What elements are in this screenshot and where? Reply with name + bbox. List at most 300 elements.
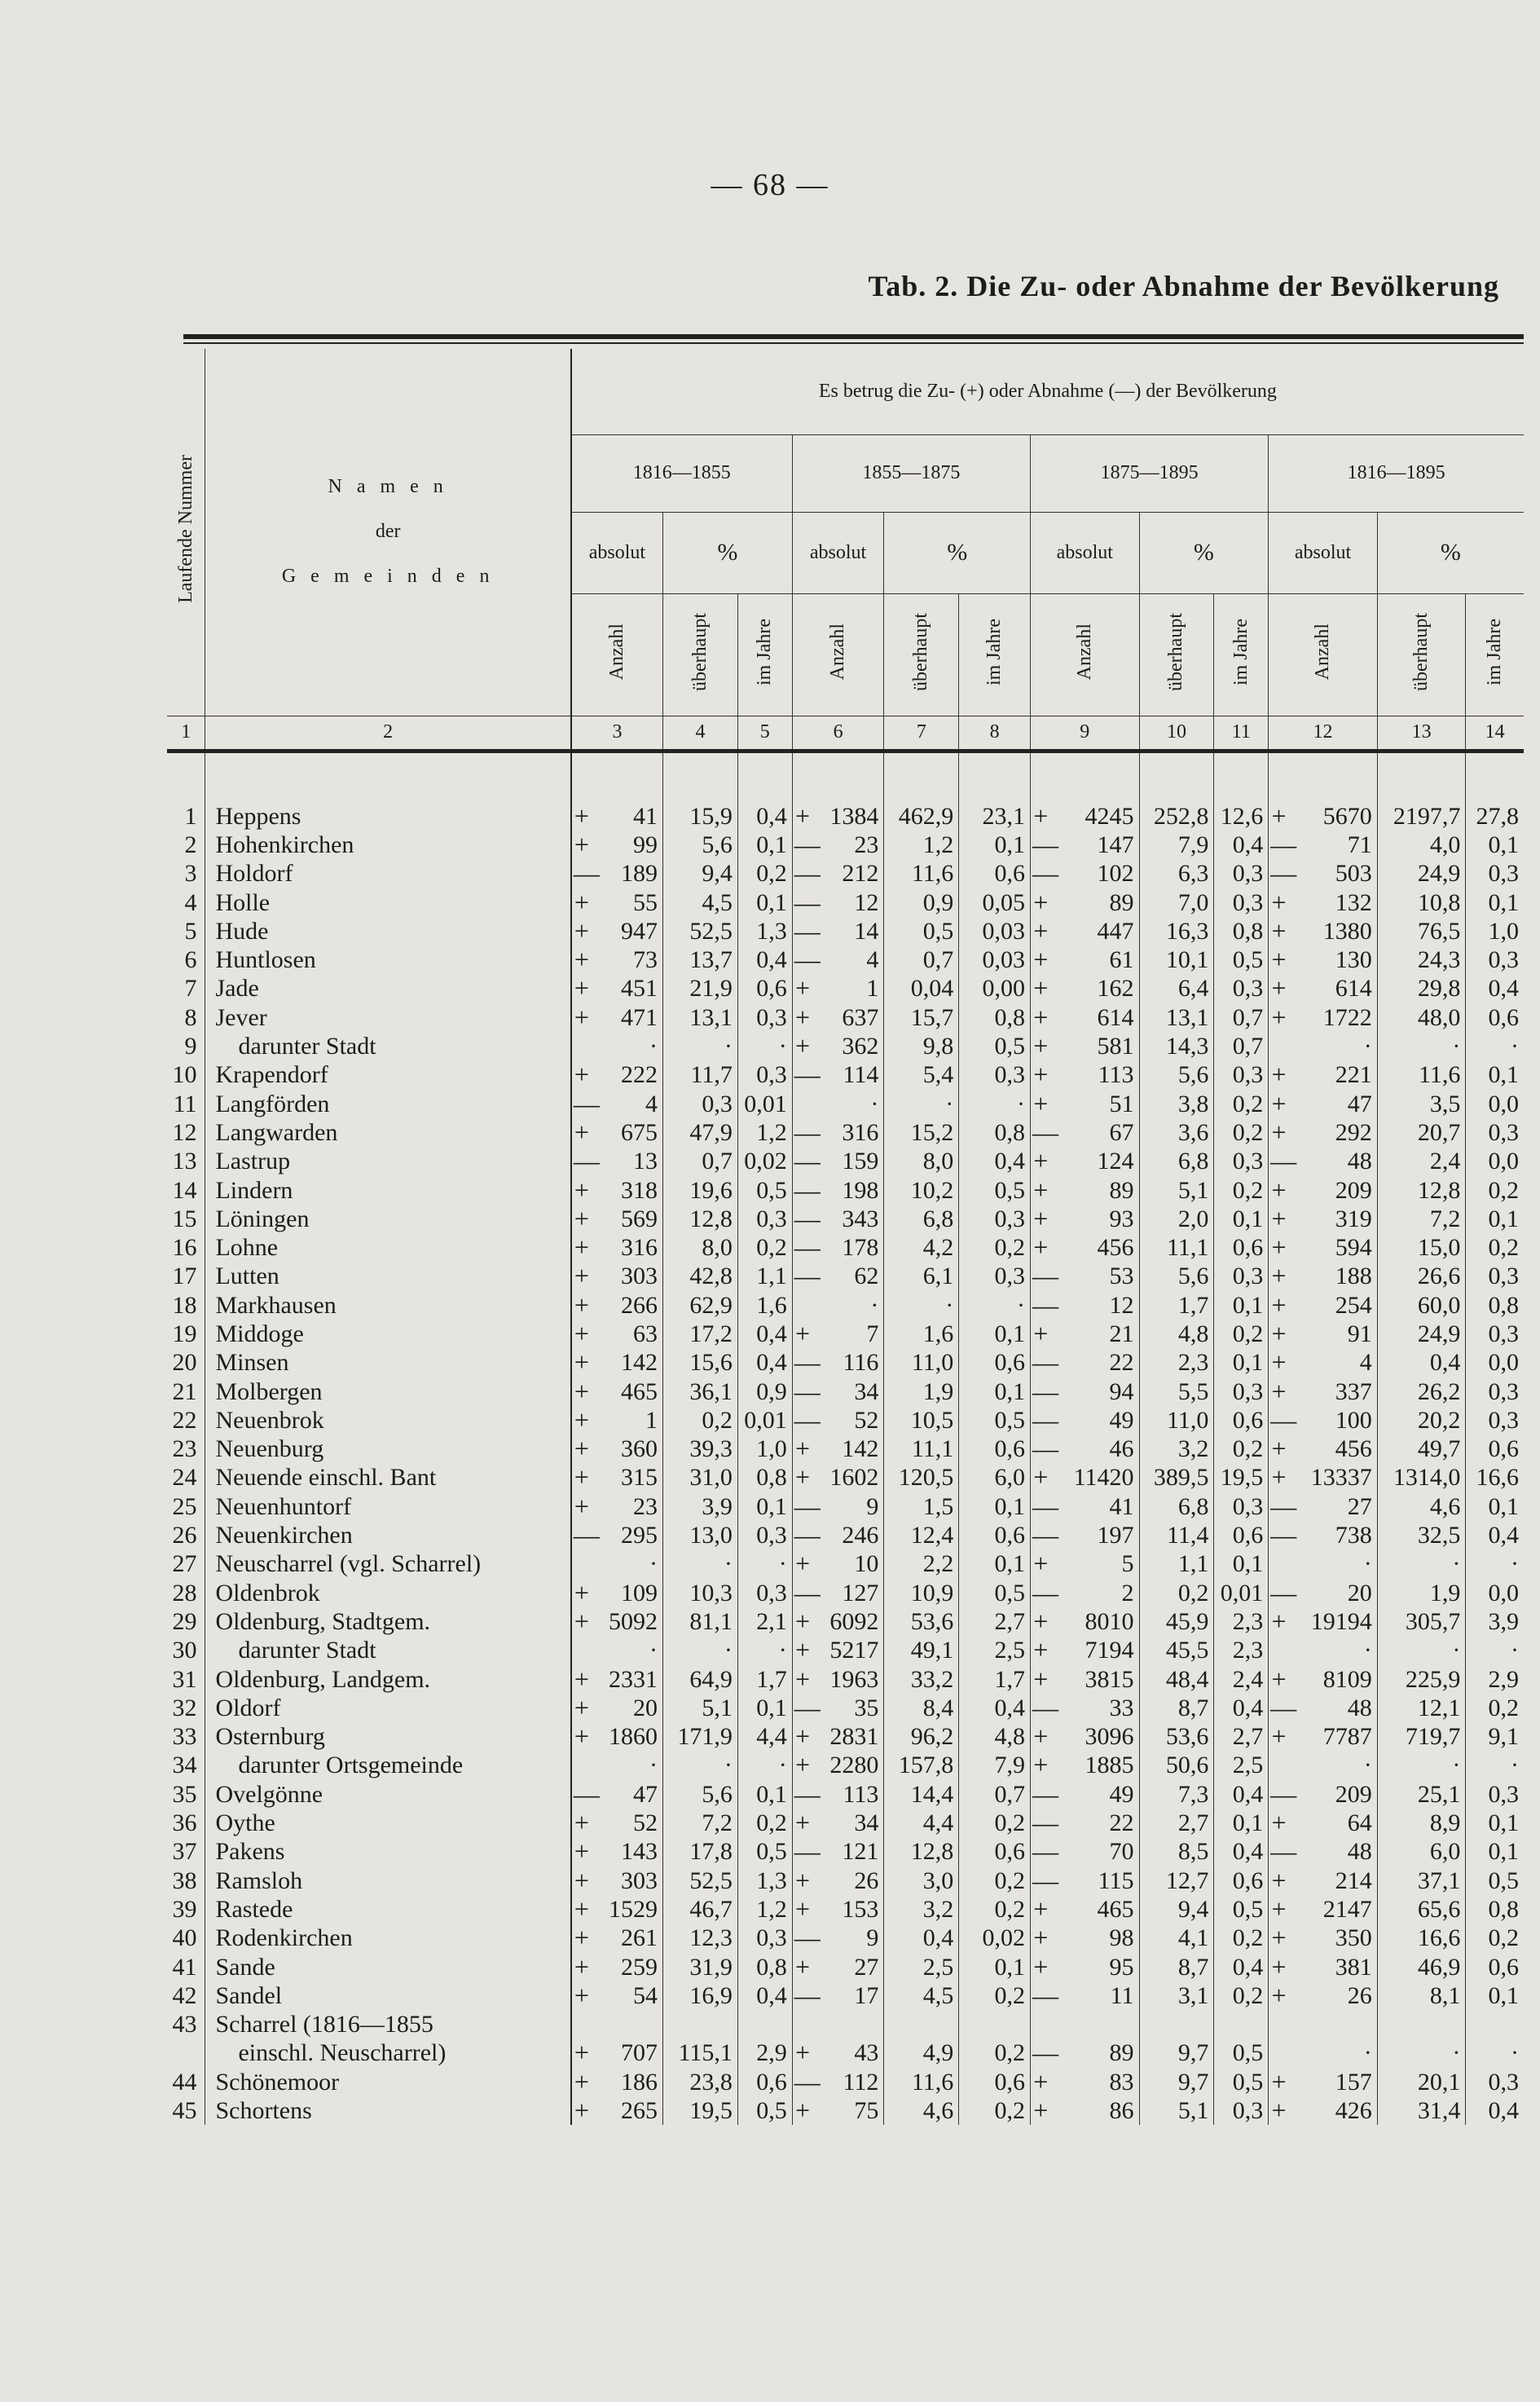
pct-total-1816-1855: 5,1	[663, 1694, 738, 1722]
anzahl-1816-1855: 2331	[609, 1665, 658, 1693]
anzahl-1816-1855: 99	[633, 831, 658, 858]
table-row	[167, 1435, 1524, 1463]
pct-total-1855-1875: 1,9	[884, 1377, 959, 1405]
pct-year-1816-1855: 1,6	[737, 1291, 792, 1320]
municipality-name: Langwarden	[205, 1118, 571, 1147]
pct-year-1855-1875: 0,2	[959, 2096, 1031, 2125]
sign-1816-1855	[571, 1751, 592, 1779]
anzahl-1816-1855: 266	[621, 1291, 658, 1319]
sign-1855-1875: —	[792, 1406, 812, 1435]
pct-year-1816-1895: ·	[1466, 1751, 1524, 1779]
municipality-name: Holdorf	[205, 859, 571, 888]
pct-year-1816-1895: 2,9	[1466, 1664, 1524, 1693]
anzahl-1855-1875: 178	[842, 1234, 879, 1262]
sign-1816-1895: —	[1269, 1406, 1289, 1435]
pct-year-1816-1895: 0,1	[1466, 1809, 1524, 1837]
sign-1816-1855: +	[571, 917, 592, 945]
anzahl-1816-1895: 188	[1335, 1263, 1372, 1290]
anzahl-1816-1855: 143	[621, 1838, 658, 1866]
row-number: 29	[172, 1607, 197, 1635]
pct-total-1816-1855: ·	[663, 1751, 738, 1779]
anzahl-1875-1895: 51	[1109, 1090, 1134, 1117]
anzahl-1816-1895: 13337	[1310, 1464, 1372, 1492]
pct-total-1875-1895: 2,7	[1139, 1809, 1214, 1837]
pct-year-1816-1895: 0,3	[1466, 945, 1524, 974]
anzahl-1875-1895: 581	[1097, 1033, 1134, 1060]
top-rule-thin	[183, 342, 1524, 344]
sign-1816-1895: —	[1269, 1579, 1289, 1607]
pct-year-1855-1875: 0,05	[959, 888, 1031, 916]
anzahl-1816-1895: 71	[1347, 831, 1372, 858]
anzahl-1875-1895: 49	[1109, 1406, 1134, 1434]
span-header: Es betrug die Zu- (+) oder Abnahme (—) der Bevölkerung	[571, 349, 1524, 434]
pct-total-1875-1895: 11,0	[1139, 1406, 1214, 1435]
sign-1816-1895: +	[1269, 945, 1289, 974]
colnum: 6	[792, 716, 884, 751]
pct-total-1855-1875	[884, 2010, 959, 2038]
sub-imjahre-4-label: im Jahre	[1484, 618, 1506, 685]
pct-year-1855-1875: ·	[959, 1291, 1031, 1320]
municipality-name: Schönemoor	[205, 2068, 571, 2096]
municipality-name: Hude	[205, 917, 571, 945]
anzahl-1855-1875: 10	[854, 1550, 879, 1578]
pct-year-1875-1895: 0,2	[1214, 1924, 1269, 1952]
anzahl-1875-1895: 162	[1097, 975, 1134, 1003]
pct-year-1816-1895: 0,0	[1466, 1147, 1524, 1175]
sign-1875-1895: —	[1030, 1694, 1050, 1722]
pct-year-1816-1855: 0,3	[737, 1060, 792, 1089]
sign-1875-1895: +	[1030, 888, 1050, 916]
anzahl-1855-1875: 159	[842, 1148, 879, 1175]
pct-year-1816-1855: 1,2	[737, 1895, 792, 1924]
anzahl-1875-1895: 2	[1121, 1579, 1134, 1606]
pct-total-1816-1855: 52,5	[663, 917, 738, 945]
anzahl-1855-1875: 6092	[829, 1607, 879, 1635]
pct-total-1875-1895: 4,1	[1139, 1924, 1214, 1952]
sign-1816-1895: —	[1269, 831, 1289, 859]
pct-total-1816-1855: 12,3	[663, 1924, 738, 1952]
pct-year-1816-1895: 0,1	[1466, 1837, 1524, 1866]
pct-total-1816-1895: 2197,7	[1377, 802, 1466, 831]
anzahl-1816-1855: 186	[621, 2068, 658, 2096]
anzahl-1816-1895: 26	[1347, 1981, 1372, 2009]
anzahl-1816-1855: 1529	[609, 1895, 658, 1923]
sign-1875-1895: —	[1030, 1348, 1050, 1377]
anzahl-1816-1855	[592, 2010, 663, 2038]
pct-year-1855-1875: 0,7	[959, 1780, 1031, 1809]
sign-1855-1875: —	[792, 1579, 812, 1607]
anzahl-1816-1895: 1722	[1322, 1003, 1372, 1031]
anzahl-1816-1855: 316	[621, 1234, 658, 1262]
anzahl-1875-1895: 70	[1109, 1838, 1134, 1866]
pct-year-1816-1855: 2,1	[737, 1607, 792, 1636]
pct-year-1855-1875: 0,1	[959, 1377, 1031, 1405]
pct-year-1875-1895: 0,4	[1214, 831, 1269, 859]
pct-total-1855-1875: 15,7	[884, 1003, 959, 1032]
pct-total-1875-1895: 5,1	[1139, 1175, 1214, 1204]
sign-1855-1875: —	[792, 1377, 812, 1405]
municipality-name: Neuscharrel (vgl. Scharrel)	[205, 1549, 571, 1578]
pct-year-1816-1895: 0,5	[1466, 1866, 1524, 1894]
pct-year-1875-1895: 0,1	[1214, 1809, 1269, 1837]
pct-total-1855-1875: 6,1	[884, 1262, 959, 1290]
spacer-row	[167, 751, 1524, 802]
pct-year-1816-1855: 1,2	[737, 1118, 792, 1147]
period-header-2: 1855—1875	[792, 434, 1030, 512]
pct-total-1816-1855: 15,6	[663, 1348, 738, 1377]
anzahl-1855-1875: 2831	[829, 1723, 879, 1751]
sub-ueberhaupt-2	[884, 593, 959, 716]
pct-total-1875-1895: 9,7	[1139, 2038, 1214, 2067]
sign-1875-1895: +	[1030, 1060, 1050, 1089]
pct-year-1816-1855: 0,1	[737, 1694, 792, 1722]
table-row	[167, 802, 1524, 831]
municipality-name: Langförden	[205, 1089, 571, 1117]
pct-year-1875-1895: 0,4	[1214, 1694, 1269, 1722]
sub-imjahre-2-label: im Jahre	[983, 618, 1005, 685]
col-header-lfd-label: Laufende Nummer	[174, 455, 196, 604]
pct-total-1816-1855: 36,1	[663, 1377, 738, 1405]
pct-year-1875-1895: 19,5	[1214, 1463, 1269, 1492]
spacer-cell	[592, 751, 663, 802]
pct-year-1875-1895: 0,3	[1214, 888, 1269, 916]
anzahl-1855-1875: 43	[854, 2039, 879, 2067]
municipality-name: Rodenkirchen	[205, 1924, 571, 1952]
sign-1816-1855: +	[571, 1492, 592, 1521]
pct-total-1855-1875: 10,2	[884, 1175, 959, 1204]
sign-1875-1895: +	[1030, 1320, 1050, 1348]
row-number: 12	[172, 1118, 197, 1146]
pct-total-1855-1875: 10,9	[884, 1579, 959, 1607]
pct-total-1875-1895: 16,3	[1139, 917, 1214, 945]
sub-ueberhaupt-4	[1377, 593, 1466, 716]
anzahl-1816-1895: 7787	[1322, 1723, 1372, 1751]
pct-year-1855-1875: 0,2	[959, 1895, 1031, 1924]
pct-year-1855-1875: ·	[959, 1089, 1031, 1117]
anzahl-1875-1895: 53	[1109, 1263, 1134, 1290]
pct-year-1875-1895: 0,6	[1214, 1866, 1269, 1894]
row-number: 33	[172, 1723, 197, 1751]
sign-1875-1895: +	[1030, 1205, 1050, 1233]
table-row	[167, 1607, 1524, 1636]
table-row	[167, 1060, 1524, 1089]
sign-1816-1895	[1269, 1549, 1289, 1578]
sign-1855-1875: —	[792, 1694, 812, 1722]
anzahl-1816-1855: 13	[633, 1148, 658, 1175]
anzahl-1875-1895: 1885	[1085, 1752, 1134, 1779]
pct-total-1875-1895: 9,7	[1139, 2068, 1214, 2096]
anzahl-1816-1895: 19194	[1310, 1607, 1372, 1635]
pct-year-1816-1895	[1466, 2010, 1524, 2038]
pct-year-1816-1895: 0,2	[1466, 1233, 1524, 1262]
pct-total-1816-1855: 11,7	[663, 1060, 738, 1089]
sign-1855-1875: —	[792, 945, 812, 974]
sign-1816-1855: +	[571, 1722, 592, 1751]
table-row	[167, 1003, 1524, 1032]
pct-year-1875-1895: 0,5	[1214, 945, 1269, 974]
absolut-header-2: absolut	[792, 512, 884, 593]
sign-1875-1895: +	[1030, 1032, 1050, 1060]
pct-year-1875-1895: 0,2	[1214, 1981, 1269, 2010]
anzahl-1816-1895: 221	[1335, 1061, 1372, 1089]
sign-1875-1895: +	[1030, 1664, 1050, 1693]
anzahl-1875-1895: 46	[1109, 1435, 1134, 1463]
anzahl-1875-1895: 89	[1109, 2039, 1134, 2067]
pct-total-1875-1895: 53,6	[1139, 1722, 1214, 1751]
sign-1816-1855: —	[571, 1780, 592, 1809]
pct-year-1875-1895: 0,4	[1214, 1952, 1269, 1981]
sign-1816-1855: +	[571, 1809, 592, 1837]
pct-total-1816-1895: 20,7	[1377, 1118, 1466, 1147]
anzahl-1816-1855: 318	[621, 1176, 658, 1204]
anzahl-1816-1855: 259	[621, 1953, 658, 1981]
pct-year-1855-1875: 0,5	[959, 1032, 1031, 1060]
sign-1855-1875: —	[792, 859, 812, 888]
pct-total-1816-1895: 719,7	[1377, 1722, 1466, 1751]
period-header-1: 1816—1855	[571, 434, 792, 512]
municipality-name: Hohenkirchen	[205, 831, 571, 859]
pct-year-1875-1895: 0,3	[1214, 2096, 1269, 2125]
pct-year-1816-1855: 0,4	[737, 1348, 792, 1377]
anzahl-1855-1875: 17	[854, 1981, 879, 2009]
pct-year-1875-1895: 0,3	[1214, 1147, 1269, 1175]
table-row	[167, 1492, 1524, 1521]
table-row	[167, 1636, 1524, 1664]
municipality-name: Neuenhuntorf	[205, 1492, 571, 1521]
sign-1875-1895: +	[1030, 1549, 1050, 1578]
pct-year-1816-1895: 0,4	[1466, 1521, 1524, 1549]
pct-total-1875-1895: 2,3	[1139, 1348, 1214, 1377]
sign-1816-1895: +	[1269, 1722, 1289, 1751]
row-number: 36	[172, 1809, 197, 1837]
sign-1816-1895: +	[1269, 1233, 1289, 1262]
anzahl-1816-1855: 73	[633, 946, 658, 974]
table-row	[167, 1089, 1524, 1117]
sign-1816-1895: —	[1269, 1521, 1289, 1549]
anzahl-1816-1895: 209	[1335, 1176, 1372, 1204]
sign-1875-1895: —	[1030, 1780, 1050, 1809]
municipality-name: Ramsloh	[205, 1866, 571, 1894]
municipality-name: Rastede	[205, 1895, 571, 1924]
sign-1816-1855: +	[571, 831, 592, 859]
pct-year-1855-1875: 7,9	[959, 1751, 1031, 1779]
pct-total-1816-1855: 3,9	[663, 1492, 738, 1521]
pct-year-1875-1895: 0,3	[1214, 974, 1269, 1003]
pct-year-1816-1855: ·	[737, 1549, 792, 1578]
sign-1816-1895: +	[1269, 1952, 1289, 1981]
pct-total-1816-1895: 29,8	[1377, 974, 1466, 1003]
municipality-name: Neuenkirchen	[205, 1521, 571, 1549]
municipality-name: Lohne	[205, 1233, 571, 1262]
pct-total-1855-1875: 3,0	[884, 1866, 959, 1894]
pct-year-1816-1855: 0,4	[737, 802, 792, 831]
sign-1875-1895: —	[1030, 831, 1050, 859]
municipality-name: Middoge	[205, 1320, 571, 1348]
table-row	[167, 2096, 1524, 2125]
municipality-name: Oldenburg, Landgem.	[205, 1664, 571, 1693]
pct-total-1875-1895: 11,4	[1139, 1521, 1214, 1549]
pct-year-1816-1855: ·	[737, 1636, 792, 1664]
pct-total-1816-1895: 76,5	[1377, 917, 1466, 945]
anzahl-1816-1855: ·	[649, 1752, 658, 1779]
sign-1875-1895	[1030, 2010, 1050, 2038]
sign-1816-1855: +	[571, 1406, 592, 1435]
sign-1855-1875: —	[792, 1118, 812, 1147]
pct-year-1816-1895: 0,1	[1466, 1060, 1524, 1089]
colnum: 1	[167, 716, 205, 751]
municipality-name: Jade	[205, 974, 571, 1003]
sign-1855-1875: +	[792, 1607, 812, 1636]
pct-total-1816-1855: 19,5	[663, 2096, 738, 2125]
pct-year-1816-1895: ·	[1466, 2038, 1524, 2067]
pct-year-1816-1895: ·	[1466, 1032, 1524, 1060]
anzahl-1816-1895: 350	[1335, 1924, 1372, 1952]
spacer-cell	[884, 751, 959, 802]
pct-total-1816-1895: 8,1	[1377, 1981, 1466, 2010]
pct-total-1875-1895: 5,5	[1139, 1377, 1214, 1405]
pct-total-1816-1855: 42,8	[663, 1262, 738, 1290]
sign-1816-1855: +	[571, 1463, 592, 1492]
table-row	[167, 1406, 1524, 1435]
row-number: 7	[184, 975, 197, 1003]
anzahl-1816-1895: 319	[1335, 1205, 1372, 1232]
anzahl-1816-1855: 109	[621, 1579, 658, 1606]
pct-total-1816-1855: 7,2	[663, 1809, 738, 1837]
anzahl-1855-1875: 343	[842, 1205, 879, 1232]
row-number: 23	[172, 1435, 197, 1463]
pct-total-1855-1875: 3,2	[884, 1895, 959, 1924]
pct-total-1855-1875: 96,2	[884, 1722, 959, 1751]
sign-1816-1895: +	[1269, 1003, 1289, 1032]
sign-1875-1895: —	[1030, 1377, 1050, 1405]
row-number: 26	[172, 1522, 197, 1549]
pct-year-1855-1875: 0,02	[959, 1924, 1031, 1952]
anzahl-1875-1895: 89	[1109, 888, 1134, 916]
pct-year-1816-1895: ·	[1466, 1636, 1524, 1664]
anzahl-1855-1875: 5217	[829, 1637, 879, 1664]
pct-year-1875-1895: 0,7	[1214, 1032, 1269, 1060]
anzahl-1816-1895: 4	[1359, 1349, 1372, 1377]
anzahl-1875-1895: 11420	[1073, 1464, 1134, 1492]
anzahl-1816-1855: 47	[633, 1780, 658, 1808]
row-number: 11	[173, 1090, 197, 1117]
row-number: 14	[172, 1176, 197, 1204]
row-number: 24	[172, 1464, 197, 1492]
percent-header-2: %	[884, 512, 1031, 593]
pct-total-1816-1855: 5,6	[663, 831, 738, 859]
sub-anzahl-2	[792, 593, 884, 716]
anzahl-1875-1895: 4245	[1085, 802, 1134, 830]
sign-1855-1875: +	[792, 2038, 812, 2067]
anzahl-1816-1895: 456	[1335, 1435, 1372, 1463]
row-number: 1	[184, 802, 197, 830]
anzahl-1816-1895: 1380	[1322, 917, 1372, 945]
sign-1855-1875: +	[792, 1032, 812, 1060]
anzahl-1855-1875: 113	[843, 1780, 879, 1808]
anzahl-1855-1875	[812, 2010, 884, 2038]
sign-1855-1875: —	[792, 1233, 812, 1262]
sign-1875-1895: —	[1030, 1262, 1050, 1290]
table-row	[167, 1377, 1524, 1405]
pct-total-1875-1895: 5,6	[1139, 1262, 1214, 1290]
pct-year-1875-1895: 0,2	[1214, 1320, 1269, 1348]
pct-year-1816-1895: 0,8	[1466, 1291, 1524, 1320]
spacer-cell	[1269, 751, 1289, 802]
table-row	[167, 1809, 1524, 1837]
pct-year-1816-1895: 0,6	[1466, 1435, 1524, 1463]
spacer-cell	[959, 751, 1031, 802]
pct-year-1875-1895: 0,1	[1214, 1348, 1269, 1377]
pct-total-1816-1895: 15,0	[1377, 1233, 1466, 1262]
pct-year-1816-1895: 16,6	[1466, 1463, 1524, 1492]
spacer-cell	[1377, 751, 1466, 802]
anzahl-1816-1855: 465	[621, 1377, 658, 1405]
anzahl-1875-1895: 3096	[1085, 1723, 1134, 1751]
sign-1855-1875: —	[792, 1521, 812, 1549]
pct-year-1816-1855: 0,4	[737, 945, 792, 974]
pct-year-1816-1855: 0,01	[737, 1089, 792, 1117]
anzahl-1816-1895: ·	[1363, 1033, 1372, 1060]
sign-1855-1875: —	[792, 1175, 812, 1204]
sub-anzahl-4	[1269, 593, 1378, 716]
sign-1875-1895: +	[1030, 1089, 1050, 1117]
anzahl-1855-1875: 637	[842, 1003, 879, 1031]
anzahl-1816-1895: 64	[1347, 1809, 1372, 1837]
pct-year-1855-1875: 0,6	[959, 1837, 1031, 1866]
anzahl-1816-1895: 132	[1335, 888, 1372, 916]
pct-year-1875-1895: 0,5	[1214, 1895, 1269, 1924]
pct-year-1875-1895: 0,3	[1214, 859, 1269, 888]
row-number: 3	[184, 860, 197, 888]
sign-1816-1895: +	[1269, 1262, 1289, 1290]
pct-year-1855-1875: 0,6	[959, 859, 1031, 888]
colnum: 13	[1377, 716, 1466, 751]
pct-year-1875-1895: 0,6	[1214, 1406, 1269, 1435]
sign-1816-1895: +	[1269, 802, 1289, 831]
row-number: 42	[172, 1981, 197, 2009]
pct-year-1875-1895: 0,1	[1214, 1549, 1269, 1578]
pct-total-1855-1875: 6,8	[884, 1205, 959, 1233]
anzahl-1875-1895: 12	[1109, 1291, 1134, 1319]
anzahl-1875-1895: 94	[1109, 1377, 1134, 1405]
table-row	[167, 1866, 1524, 1894]
row-number: 37	[172, 1838, 197, 1866]
pct-total-1855-1875: 12,4	[884, 1521, 959, 1549]
anzahl-1855-1875: 4	[866, 946, 879, 974]
anzahl-1855-1875: 23	[854, 831, 879, 858]
sign-1855-1875: —	[792, 1060, 812, 1089]
pct-year-1816-1855: 0,6	[737, 2068, 792, 2096]
sign-1855-1875: —	[792, 1205, 812, 1233]
sub-ueberhaupt-2-label: überhaupt	[910, 612, 932, 691]
row-number: 44	[172, 2068, 197, 2096]
sign-1816-1895: +	[1269, 1118, 1289, 1147]
colnum: 3	[571, 716, 663, 751]
sign-1875-1895: +	[1030, 974, 1050, 1003]
sign-1816-1855: +	[571, 802, 592, 831]
pct-year-1816-1855: 0,3	[737, 1205, 792, 1233]
row-number: 15	[172, 1205, 197, 1232]
sign-1816-1895: +	[1269, 1348, 1289, 1377]
sign-1855-1875: —	[792, 831, 812, 859]
anzahl-1816-1855: 451	[621, 975, 658, 1003]
sign-1816-1855: —	[571, 1521, 592, 1549]
pct-year-1816-1895: 0,6	[1466, 1952, 1524, 1981]
anzahl-1816-1895: 48	[1347, 1838, 1372, 1866]
pct-total-1875-1895: 0,2	[1139, 1579, 1214, 1607]
pct-total-1855-1875: 10,5	[884, 1406, 959, 1435]
pct-year-1816-1855: 0,01	[737, 1406, 792, 1435]
